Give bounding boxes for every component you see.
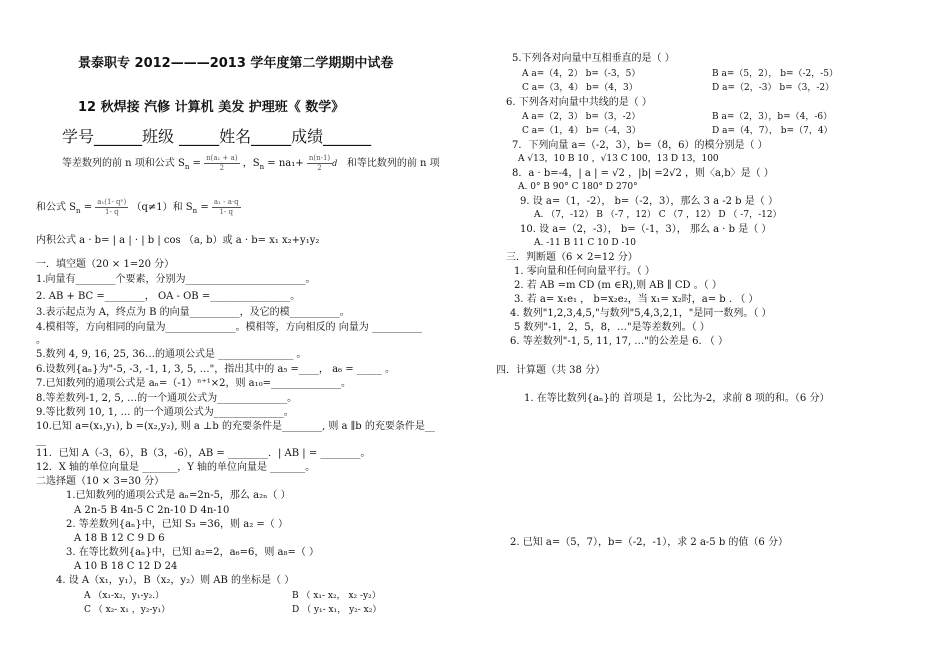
judge-item: 5 数列"-1，2，5，8，…"是等差数列。（ ） — [514, 322, 710, 333]
fill-item: 9.等比数列 10, 1, … 的一个通项公式为______________。 — [36, 407, 294, 418]
fill-item: 12．X 轴的单位向量是 _______，Y 轴的单位向量是 _______。 — [36, 462, 316, 473]
choice-question: 1.已知数列的通项公式是 aₙ=2n-5，那么 a₂ₙ（ ） — [66, 490, 291, 501]
calc-heading: 四．计算题（共 38 分） — [496, 365, 606, 376]
choice-options: A √13，10 B 10 ，√13 C 100，13 D 13，100 — [518, 154, 719, 164]
exam-subtitle: 12 秋焊接 汽修 计算机 美发 护理班《 数学》 — [78, 100, 345, 115]
fill-heading: 一．填空题（20 × 1=20 分） — [36, 259, 175, 270]
choice-option: C a=（1，4） b=（-4，3） — [522, 126, 641, 136]
calc-question: 2. 已知 a=（5，7），b=（-2，-1），求 2 a-5 b 的值（6 分） — [510, 537, 788, 548]
fill-item: 10.已知 a=(x₁,y₁), b =(x₂,y₂), 则 a ⊥b 的充要条件是________, 则 a ∥b 的充要条件是__ — [36, 421, 435, 432]
calc-question: 1. 在等比数列{aₙ}的 首项是 1，公比为-2，求前 8 项的和。（6 分） — [524, 393, 830, 404]
fill-item: 11．已知 A（-3，6），B（3，-6），AB = ________．| AB | = ________。 — [36, 448, 371, 459]
choice-option: A a=（4，2） b=（-3，5） — [522, 69, 641, 79]
choice-question: 7．下列向量 a=（-2，3），b=（8，6）的模分别是（ ） — [512, 140, 768, 151]
judge-item: 1. 零向量和任何向量平行。（ ） — [514, 266, 655, 277]
choice-option: B （ x₁- x₂， x₂ -y₂） — [292, 591, 381, 601]
arith-sum-formula: 等差数列的前 n 项和公式 $S_n$ = $\frac{\text{n(a₁ + a)}}{2}$ ，$S_n = na_1+$ $\frac{n(n-1)}{2}$ d 和等比数列的前 n 项 — [62, 154, 440, 172]
student-info-line: 学号______班级 _____姓名_____成绩______ — [62, 127, 372, 146]
choice-question: 10. 设 a=（2，-3）， b=（-1，3）， 那么 a · b 是（ ） — [520, 224, 772, 235]
arith-tail: 和等比数列的前 n 项 — [346, 158, 440, 169]
choice-option: B a=（2，3），b=（4，-6） — [712, 112, 833, 122]
exam-title: 景泰职专 2012———2013 学年度第二学期期中试卷 — [78, 56, 394, 71]
fill-item: 3.表示起点为 A，终点为 B 的向量__________，及它的模__________。 — [36, 307, 350, 318]
inner-product-formula: 内积公式 a · b= | a | · | b | cos （a, b）或 a · b= x₁ x₂+y₁y₂ — [36, 235, 320, 246]
choice-question: 2. 等差数列{aₙ}中，已知 S₃ =36，则 a₂ =（ ） — [66, 519, 288, 530]
geo-sum-formula: 和公式 $S_n$ = $\frac{\text{a₁(1- qⁿ)}}{1- q}$ （q≠1）和 $S_n$ = $\frac{\text{a₁ - a·q}}{1- q}$ — [36, 198, 239, 216]
choice-options: A. -11 B 11 C 10 D -10 — [534, 238, 636, 248]
choice-question: 3. 在等比数列{aₙ}中，已知 a₂=2，a₆=6，则 a₈=（ ） — [66, 547, 320, 558]
arith-intro: 等差数列的前 n 项和公式 S — [62, 158, 185, 169]
fraction-sum-3: $\frac{\text{a₁(1- qⁿ)}}{1- q}$ — [97, 198, 127, 216]
fill-item: 1.向量有________个要素，分别为________________________。 — [36, 274, 316, 285]
judge-heading: 三．判断题（6 × 2=12 分） — [506, 252, 638, 263]
choice-heading: 二选择题（10 × 3=30 分） — [36, 476, 165, 487]
choice-option: D （ y₁- x₁， y₂- x₂） — [292, 605, 382, 615]
choice-question: 9. 设 a=（1，-2）， b=（-2，3），那么 3 a -2 b 是（ ） — [520, 196, 778, 207]
fill-item: 6.设数列{aₙ}为"-5, -3, -1, 1, 3, 5, …"，指出其中的 a₅ =____， a₆ = _____ 。 — [36, 364, 395, 375]
choice-question: 5.下列各对向量中互相垂直的是（ ） — [512, 53, 675, 64]
fraction-sum-4: $\frac{\text{a₁ - a·q}}{1- q}$ — [213, 198, 239, 216]
fill-item: 7.已知数列的通项公式是 aₙ=（-1）ⁿ⁺¹×2，则 a₁₀=______________。 — [36, 378, 352, 389]
fill-item: __ — [36, 435, 46, 446]
choice-question: 4. 设 A（x₁，y₁），B（x₂，y₂）则 AB 的坐标是（ ） — [56, 575, 295, 586]
choice-option: A （x₁-x₂，y₁-y₂.） — [84, 591, 165, 601]
choice-option: B a=（5，2）， b=（-2，-5） — [712, 69, 839, 79]
fill-item: 。 — [36, 335, 46, 346]
choice-options: A. 0° B 90° C 180° D 270° — [518, 182, 638, 192]
fill-item: 2. AB + BC =________， OA - OB =________________。 — [36, 291, 301, 302]
arith-mid: ，S — [242, 158, 260, 169]
choice-options: A 10 B 18 C 12 D 24 — [74, 561, 178, 572]
judge-item: 3. 若 a= x₁e₁ ， b=x₂e₂，当 x₁= x₂时，a= b . （ ） — [514, 294, 759, 305]
fraction-sum-2: $\frac{n(n-1)}{2}$ — [308, 154, 331, 172]
choice-option: D a=（4，7）， b=（7，4） — [712, 126, 833, 136]
choice-option: D a=（2，-3） b=（3，-2） — [712, 83, 835, 93]
choice-option: C （ x₂- x₁ ，y₂-y₁） — [84, 605, 171, 615]
choice-options: A. （7，-12） B （-7 ，12） C （7 ，12） D （ -7，-12） — [534, 210, 782, 220]
fill-item: 8.等差数列-1, 2, 5, …的一个通项公式为______________。 — [36, 393, 298, 404]
fill-item: 5.数列 4, 9, 16, 25, 36…的通项公式是 _______________ 。 — [36, 349, 307, 360]
choice-question: 6. 下列各对向量中共线的是（ ） — [506, 97, 652, 108]
choice-question: 8．a · b=-4，| a | = √2 ，|b| =2√2 ，则〈a,b〉是（ ） — [512, 168, 774, 179]
judge-item: 2. 若 AB =m CD (m ∈R),则 AB ∥ CD 。（ ） — [514, 280, 722, 291]
choice-options: A 18 B 12 C 9 D 6 — [74, 533, 165, 544]
choice-option: A a=（2，3） b=（3，-2） — [522, 112, 641, 122]
choice-options: A 2n-5 B 4n-5 C 2n-10 D 4n-10 — [74, 505, 230, 516]
choice-option: C a=（3，4） b=（4，3） — [522, 83, 638, 93]
fill-item: 4.模相等，方向相同的向量为______________。模相等，方向相反的 向量为 __________ — [36, 322, 422, 333]
fraction-sum-1: $\frac{\text{n(a₁ + a)}}{2}$ — [206, 154, 238, 172]
judge-item: 4. 数列"1,2,3,4,5,"与数列"5,4,3,2,1，"是同一数列。（ ） — [510, 308, 772, 319]
judge-item: 6. 等差数列"-1, 5, 11, 17, …"的公差是 6. （ ） — [510, 336, 728, 347]
